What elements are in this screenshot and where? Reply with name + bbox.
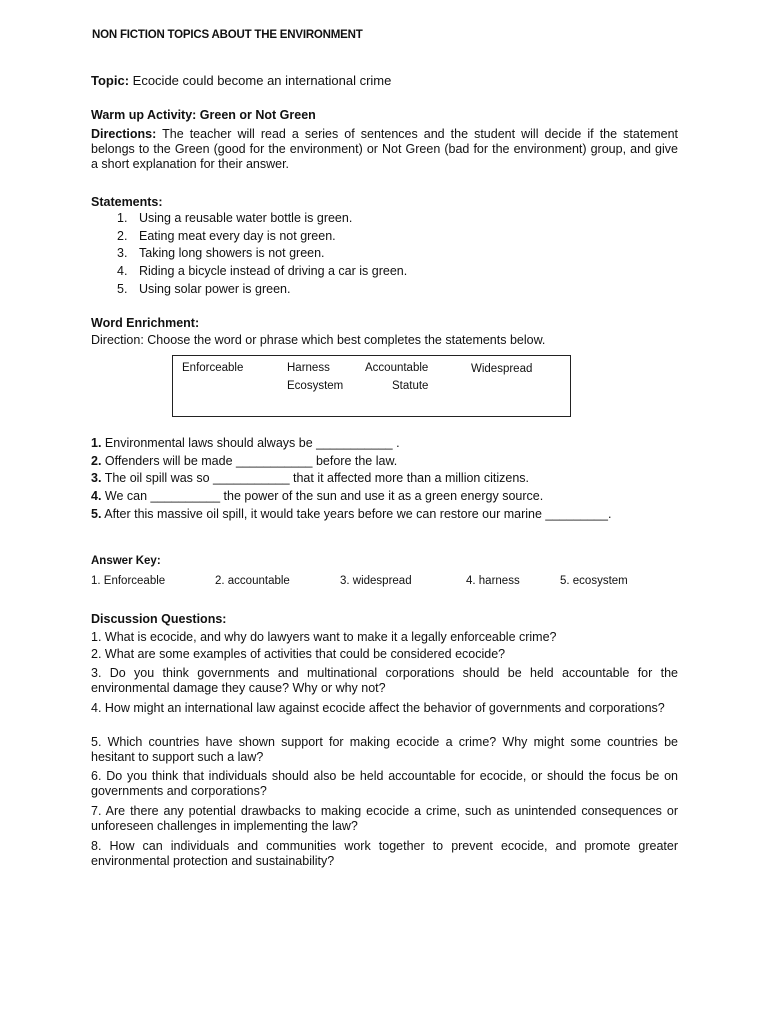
answer-key-item: 5. ecosystem [560, 575, 628, 587]
discussion-question: 4. How might an international law against ecocide affect the behavior of governments and corporations? [91, 701, 665, 715]
word-bank-word: Widespread [471, 363, 533, 375]
answer-key-item: 2. accountable [215, 575, 290, 587]
statement-item: 5. Using solar power is green. [117, 282, 291, 296]
fill-in-item: 2. Offenders will be made ___________ before the law. [91, 454, 398, 468]
word-bank-word: Enforceable [182, 362, 244, 374]
statement-item: 1. Using a reusable water bottle is green. [117, 211, 353, 225]
word-bank-word: Ecosystem [287, 380, 344, 392]
topic-line [91, 73, 391, 88]
answer-key-item: 4. harness [466, 575, 520, 587]
statement-item: 2. Eating meat every day is not green. [117, 229, 336, 243]
answer-key-item: 1. Enforceable [91, 575, 166, 587]
word-bank-word: Statute [392, 380, 429, 392]
word-bank-word: Harness [287, 362, 330, 374]
discussion-title: Discussion Questions: [91, 612, 227, 626]
fill-in-item: 5. After this massive oil spill, it would take years before we can restore our marine _________. [91, 507, 612, 521]
discussion-question: 7. Are there any potential drawbacks to making ecocide a crime, such as unintended consequences or unforeseen challenges in implementing the law? [91, 804, 678, 833]
directions-label: Directions: [91, 127, 157, 141]
answer-key-item: 3. widespread [340, 575, 412, 587]
discussion-question: 2. What are some examples of activities that could be considered ecocide? [91, 647, 506, 661]
warmup-directions [91, 127, 678, 172]
discussion-question: 8. How can individuals and communities work together to prevent ecocide, and promote greater environmental protection and sustainability? [91, 839, 678, 868]
statement-item: 4. Riding a bicycle instead of driving a car is green. [117, 264, 408, 278]
topic-text: Ecocide could become an international crime [132, 73, 392, 88]
discussion-question: 1. What is ecocide, and why do lawyers want to make it a legally enforceable crime? [91, 630, 557, 644]
discussion-question: 3. Do you think governments and multinational corporations should be held accountable for the environmental damage they cause? Why or why not? [91, 666, 678, 695]
directions-text: The teacher will read a series of sentences and the student will decide if the statement belongs to the Green (good for the environment) or Not Green (bad for the environment) group, and give a short explanation for their answer. [91, 127, 679, 171]
page-header: NON FICTION TOPICS ABOUT THE ENVIRONMENT [92, 29, 363, 41]
word-bank-word: Accountable [365, 362, 429, 374]
enrichment-title: Word Enrichment: [91, 316, 200, 330]
fill-in-item: 1. Environmental laws should always be ___________ . [91, 436, 400, 450]
enrichment-direction: Direction: Choose the word or phrase which best completes the statements below. [91, 333, 546, 347]
statements-title: Statements: [91, 195, 163, 209]
discussion-question: 5. Which countries have shown support for making ecocide a crime? Why might some countries be hesitant to support such a law? [91, 735, 678, 764]
warmup-title: Warm up Activity: Green or Not Green [91, 108, 316, 122]
discussion-question: 6. Do you think that individuals should also be held accountable for ecocide, or should the focus be on governments and corporations? [91, 769, 678, 798]
fill-in-item: 3. The oil spill was so ___________ that it affected more than a million citizens. [91, 471, 530, 485]
topic-label: Topic: [91, 73, 130, 88]
fill-in-item: 4. We can __________ the power of the sun and use it as a green energy source. [91, 489, 544, 503]
statement-item: 3. Taking long showers is not green. [117, 246, 325, 260]
answer-key-title: Answer Key: [91, 555, 161, 567]
